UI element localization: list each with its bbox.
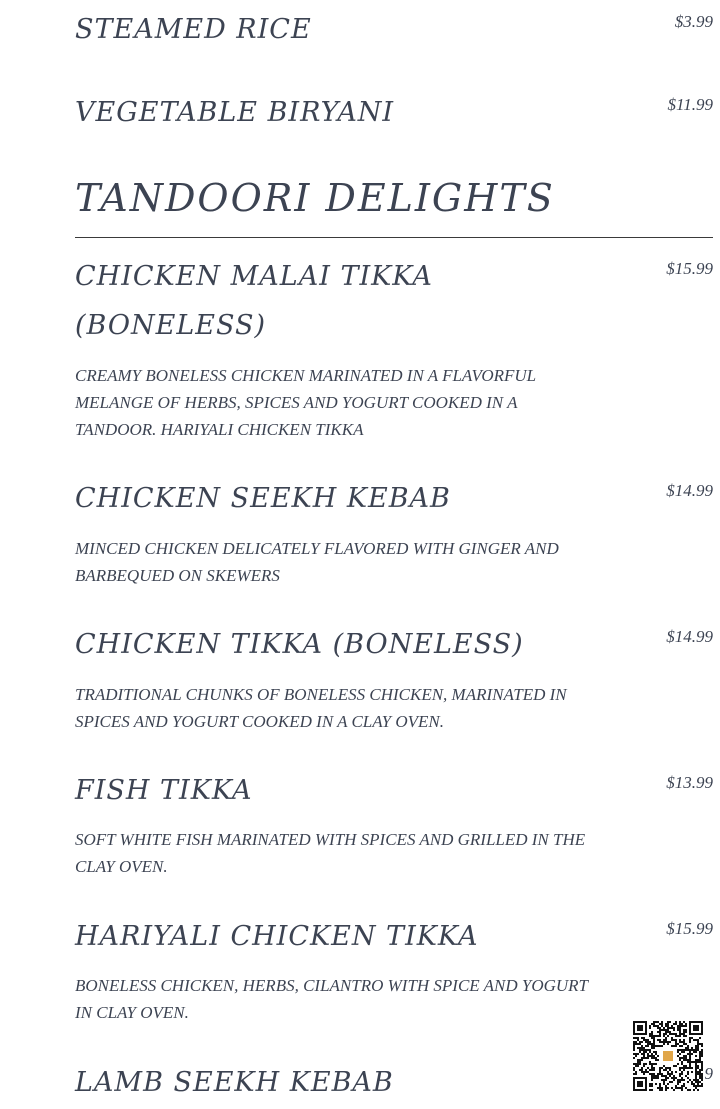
item-description-hariyali-chicken-tikka: BONELESS CHICKEN, HERBS, CILANTRO WITH SPICE AND YOGURT IN CLAY OVEN. [75,976,588,1022]
item-name-fish-tikka: FISH TIKKA [75,775,253,806]
item-description-chicken-malai-tikka: CREAMY BONELESS CHICKEN MARINATED IN A FLAVORFUL MELANGE OF HERBS, SPICES AND YOGURT COOKED IN A TANDOOR. HARIYALI CHICKEN TIKKA [75,366,536,439]
item-price-fish-tikka: $13.99 [666,773,713,792]
item-name-steamed-rice: STEAMED RICE [75,14,312,45]
item-name-lamb-seekh-kebab: LAMB SEEKH KEBAB [75,1067,394,1098]
item-description-chicken-tikka-boneless: TRADITIONAL CHUNKS OF BONELESS CHICKEN, MARINATED IN SPICES AND YOGURT COOKED IN A CLAY OVEN. [75,685,567,731]
item-name-hariyali-chicken-tikka: HARIYALI CHICKEN TIKKA [75,921,479,952]
section-divider [75,237,713,238]
section-title: TANDOORI DELIGHTS [75,176,555,220]
item-price-chicken-malai-tikka: $15.99 [666,259,713,278]
item-price-steamed-rice: $3.99 [674,12,713,31]
item-price-vegetable-biryani: $11.99 [667,95,713,114]
item-name-chicken-malai-tikka: CHICKEN MALAI TIKKA [75,261,433,292]
item-description-chicken-seekh-kebab: MINCED CHICKEN DELICATELY FLAVORED WITH GINGER AND BARBEQUED ON SKEWERS [75,539,559,585]
item-price-hariyali-chicken-tikka: $15.99 [666,919,713,938]
item-name-vegetable-biryani: VEGETABLE BIRYANI [75,97,395,128]
item-description-fish-tikka: SOFT WHITE FISH MARINATED WITH SPICES AND GRILLED IN THE CLAY OVEN. [75,830,586,876]
qr-logo-icon [661,1049,675,1063]
item-name-chicken-malai-tikka-line2: (BONELESS) [75,310,267,341]
item-price-chicken-seekh-kebab: $14.99 [666,481,713,500]
item-price-chicken-tikka-boneless: $14.99 [666,627,713,646]
qr-code-graphic [633,1021,703,1091]
item-price-lamb-seekh-kebab-partial: 9 [704,1064,713,1083]
item-name-chicken-seekh-kebab: CHICKEN SEEKH KEBAB [75,483,451,514]
item-name-chicken-tikka-boneless: CHICKEN TIKKA (BONELESS) [75,629,524,660]
qr-code-icon[interactable] [633,1021,703,1091]
